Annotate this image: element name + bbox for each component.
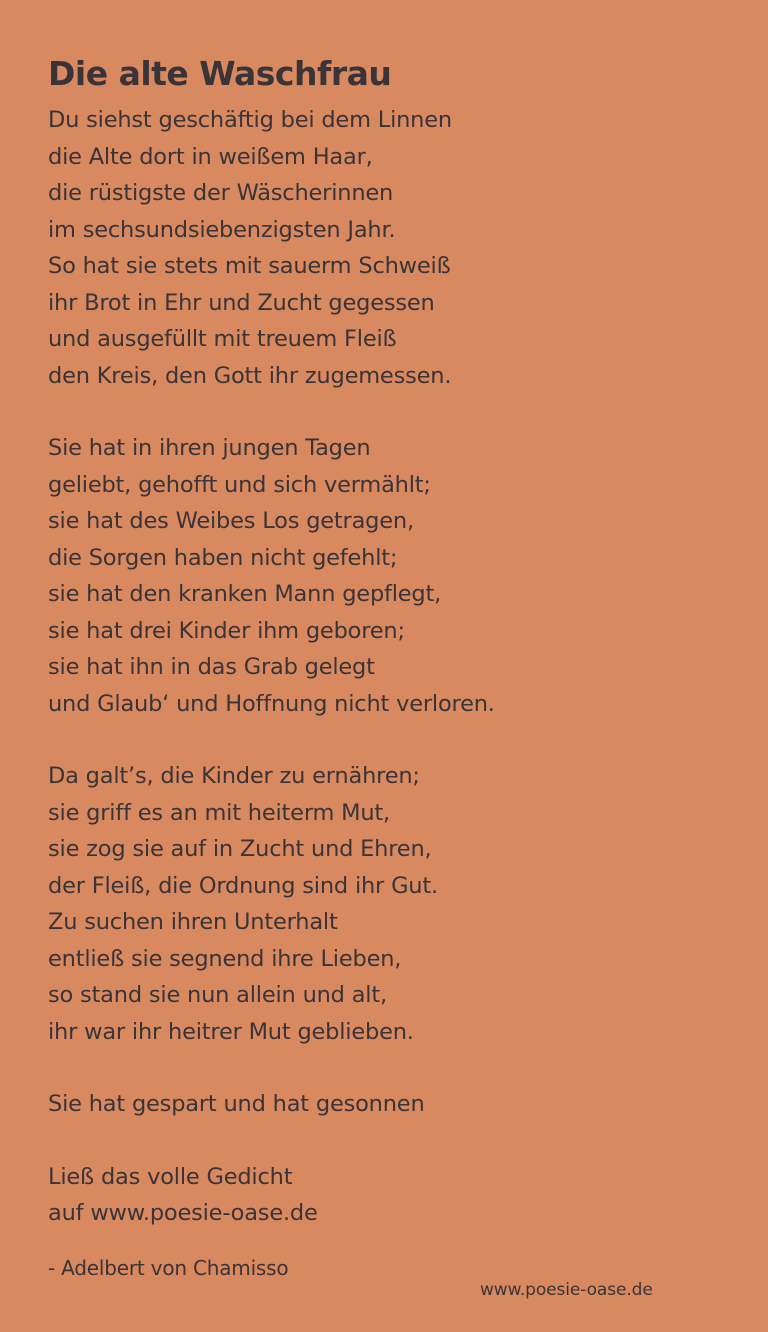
poem-title: Die alte Waschfrau [48, 54, 392, 93]
read-full-poem-cta [48, 1159, 738, 1232]
stanza-2 [48, 430, 738, 722]
poem-line: sie hat drei Kinder ihm geboren; [48, 617, 405, 644]
poem-line: sie hat ihn in das Grab gelegt [48, 654, 375, 680]
poem-line: die Alte dort in weißem Haar, [48, 143, 373, 170]
cta-line: Ließ das volle Gedicht [48, 1163, 293, 1190]
poem-line: und Glaub‘ und Hoffnung nicht verloren. [48, 690, 495, 717]
website-watermark: www.poesie-oase.de [480, 1280, 653, 1300]
poem-line: sie griff es an mit heiterm Mut, [48, 799, 390, 826]
poem-line: der Fleiß, die Ordnung sind ihr Gut. [48, 872, 438, 899]
poem-line: so stand sie nun allein und alt, [48, 982, 387, 1008]
stanza-1 [48, 102, 738, 394]
poem-line: Da galt’s, die Kinder zu ernähren; [48, 763, 420, 789]
poem-line: So hat sie stets mit sauerm Schweiß [48, 253, 451, 279]
cta-line: auf www.poesie-oase.de [48, 1200, 318, 1226]
poem-line: ihr war ihr heitrer Mut geblieben. [48, 1018, 414, 1045]
poem-line: den Kreis, den Gott ihr zugemessen. [48, 362, 452, 389]
poem-line: die rüstigste der Wäscherinnen [48, 180, 394, 206]
poem-line: sie zog sie auf in Zucht und Ehren, [48, 836, 432, 862]
stanza-4 [48, 1086, 738, 1123]
stanza-3 [48, 758, 738, 1050]
poem-line: ihr Brot in Ehr und Zucht gegessen [48, 289, 435, 316]
poem-author: - Adelbert von Chamisso [48, 1256, 289, 1280]
poem-card [48, 50, 738, 1232]
poem-line: sie hat den kranken Mann gepflegt, [48, 581, 442, 607]
poem-line: im sechsundsiebenzigsten Jahr. [48, 216, 396, 243]
poem-line: Sie hat gespart und hat gesonnen [48, 1091, 425, 1117]
poem-line: Sie hat in ihren jungen Tagen [48, 435, 371, 461]
poem-line: und ausgefüllt mit treuem Fleiß [48, 326, 397, 352]
poem-line: geliebt, gehofft und sich vermählt; [48, 471, 431, 498]
poem-line: Du siehst geschäftig bei dem Linnen [48, 107, 452, 133]
poem-line: Zu suchen ihren Unterhalt [48, 909, 338, 935]
poem-line: die Sorgen haben nicht gefehlt; [48, 544, 398, 571]
poem-line: sie hat des Weibes Los getragen, [48, 508, 414, 534]
poem-line: entließ sie segnend ihre Lieben, [48, 945, 402, 972]
